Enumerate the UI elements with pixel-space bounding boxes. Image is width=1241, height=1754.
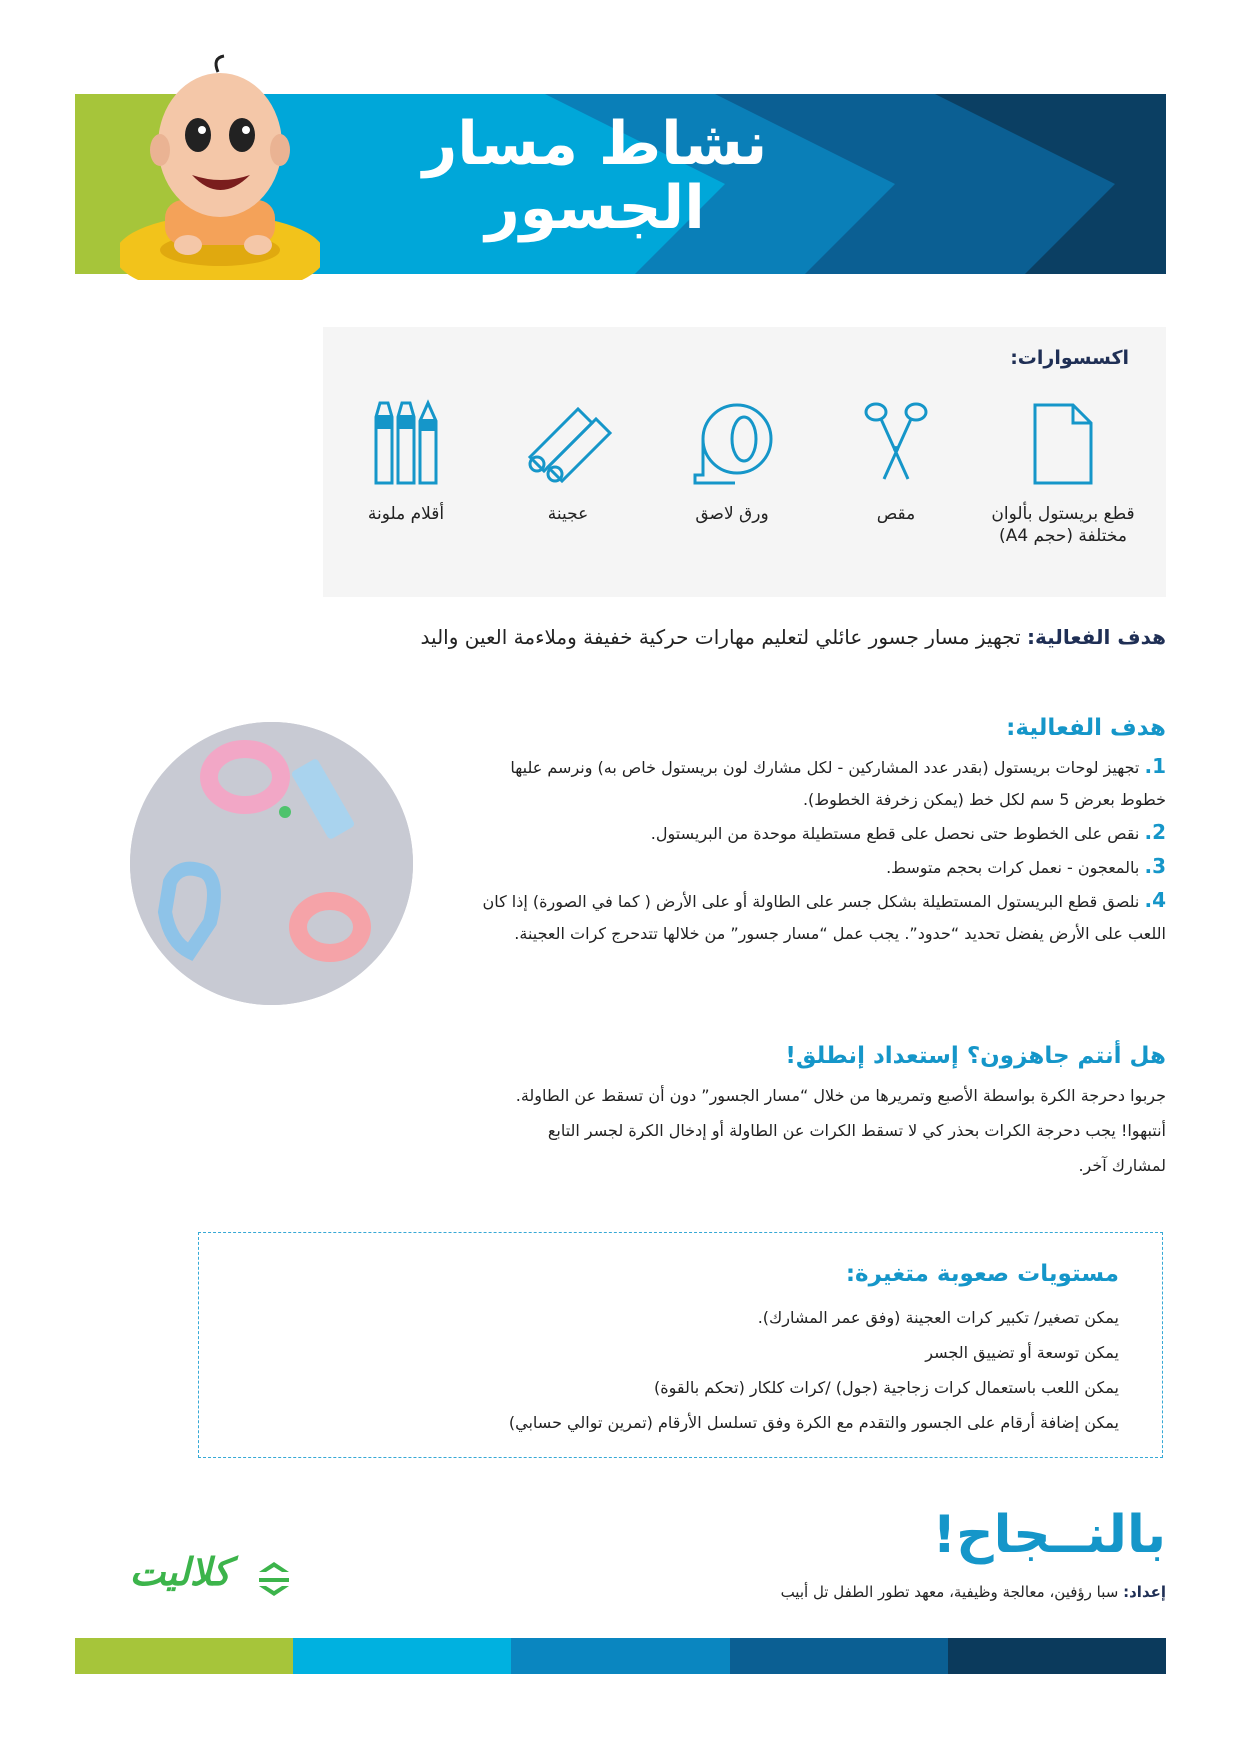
success-heading: بالنــجاح! (932, 1505, 1166, 1565)
accessory-label: ورق لاصق (695, 504, 769, 524)
bar-dark-blue (730, 1638, 948, 1674)
bar-green (75, 1638, 293, 1674)
scissors-icon (846, 397, 946, 487)
bridges-photo (130, 722, 413, 1005)
credit-line (781, 1583, 1166, 1601)
goal-label: هدف الفعالية: (1027, 625, 1166, 649)
accessories-panel (323, 327, 1166, 597)
steps-list (466, 750, 1166, 950)
step-item: 3. بالمعجون - نعمل كرات بحجم متوسط. (886, 854, 1166, 878)
step-item: 1. تجهيز لوحات بريستول (بقدر عدد المشاركين - لكل مشارك لون بريستول خاص به) ونرسم عليها خطوط بعرض 5 سم لكل خط (يمكن زخرفة الخطوط). (510, 754, 1166, 809)
bar-light-blue (293, 1638, 511, 1674)
dough-rolls-icon (518, 397, 618, 487)
accessory-tape (647, 397, 817, 525)
step-text: نقص على الخطوط حتى نحصل على قطع مستطيلة موحدة من البريستول. (650, 824, 1140, 843)
accessory-scissors (811, 397, 981, 525)
ready-text: جربوا دحرجة الكرة بواسطة الأصبع وتمريرها من خلال “مسار الجسور” دون أن تسقط عن الطاولة. أنتبهوا! يجب دحرجة الكرات بحذر كي لا تسقط الكرات عن الطاولة أو إدخال الكرة لجسر التابع لمشارك آخر. (515, 1086, 1166, 1175)
step-text: تجهيز لوحات بريستول (بقدر عدد المشاركين - لكل مشارك لون بريستول خاص به) ونرسم عليها خطوط بعرض 5 سم لكل خط (يمكن زخرفة الخطوط). (510, 758, 1166, 809)
clalit-logo (105, 1550, 295, 1610)
difficulty-box (198, 1232, 1163, 1458)
step-item: 4. نلصق قطع البريستول المستطيلة بشكل جسر على الطاولة أو على الأرض ( كما في الصورة) إذا كان اللعب على الأرض يفضل تحديد “حدود”. يجب عمل “مسار جسور” من خلالها تتدحرج كرات العجينة. (482, 888, 1166, 943)
accessory-paper (978, 397, 1148, 547)
bar-mid-blue (511, 1638, 729, 1674)
paper-sheet-icon (1013, 397, 1113, 487)
step-text: بالمعجون - نعمل كرات بحجم متوسط. (886, 858, 1140, 877)
accessory-label: أقلام ملونة (367, 504, 445, 524)
bar-navy (948, 1638, 1166, 1674)
difficulty-item: يمكن إضافة أرقام على الجسور والتقدم مع الكرة وفق تسلسل الأرقام (تمرين توالي حسابي) (508, 1413, 1119, 1432)
bottom-color-bar (75, 1638, 1166, 1674)
logo-mark-icon (255, 1558, 293, 1598)
credit-label: إعداد: (1123, 1583, 1166, 1601)
page-title: نشاط مسار الجسور (422, 109, 768, 243)
baby-mascot-illustration (120, 50, 320, 280)
ready-title: هل أنتم جاهزون؟ إستعداد إنطلق! (785, 1043, 1166, 1069)
accessory-markers (321, 397, 491, 525)
difficulty-item: يمكن توسعة أو تضييق الجسر (925, 1343, 1119, 1362)
difficulty-item: يمكن تصغير/ تكبير كرات العجينة (وفق عمر المشارك). (757, 1308, 1119, 1327)
logo-text: كلاليت (129, 1550, 231, 1594)
goal-text: تجهيز مسار جسور عائلي لتعليم مهارات حركية خفيفة وملاءمة العين واليد (420, 625, 1021, 649)
paper-bridges-illustration (130, 722, 413, 1005)
steps-title: هدف الفعالية: (1006, 715, 1166, 741)
markers-icon (356, 397, 456, 487)
accessory-dough (483, 397, 653, 525)
accessory-label: قطع بريستول بألوان مختلفة (حجم A4) (991, 504, 1135, 546)
activity-goal (356, 625, 1166, 649)
step-item: 2. نقص على الخطوط حتى نحصل على قطع مستطيلة موحدة من البريستول. (650, 820, 1166, 844)
credit-text: سبا رؤفين، معالجة وظيفية، معهد تطور الطفل تل أبيب (780, 1583, 1119, 1601)
difficulty-item: يمكن اللعب باستعمال كرات زجاجية (جول) /كرات كلكار (تحكم بالقوة) (654, 1378, 1119, 1397)
difficulty-title: مستويات صعوبة متغيرة: (845, 1261, 1119, 1287)
accessories-title: اكسسوارات: (1010, 347, 1129, 369)
step-text: نلصق قطع البريستول المستطيلة بشكل جسر على الطاولة أو على الأرض ( كما في الصورة) إذا كان اللعب على الأرض يفضل تحديد “حدود”. يجب عمل “مسار جسور” من خلالها تتدحرج كرات العجينة. (482, 892, 1166, 943)
tape-icon (682, 397, 782, 487)
difficulty-list (259, 1300, 1119, 1440)
accessory-label: عجينة (547, 504, 589, 524)
accessory-label: مقص (876, 504, 916, 524)
